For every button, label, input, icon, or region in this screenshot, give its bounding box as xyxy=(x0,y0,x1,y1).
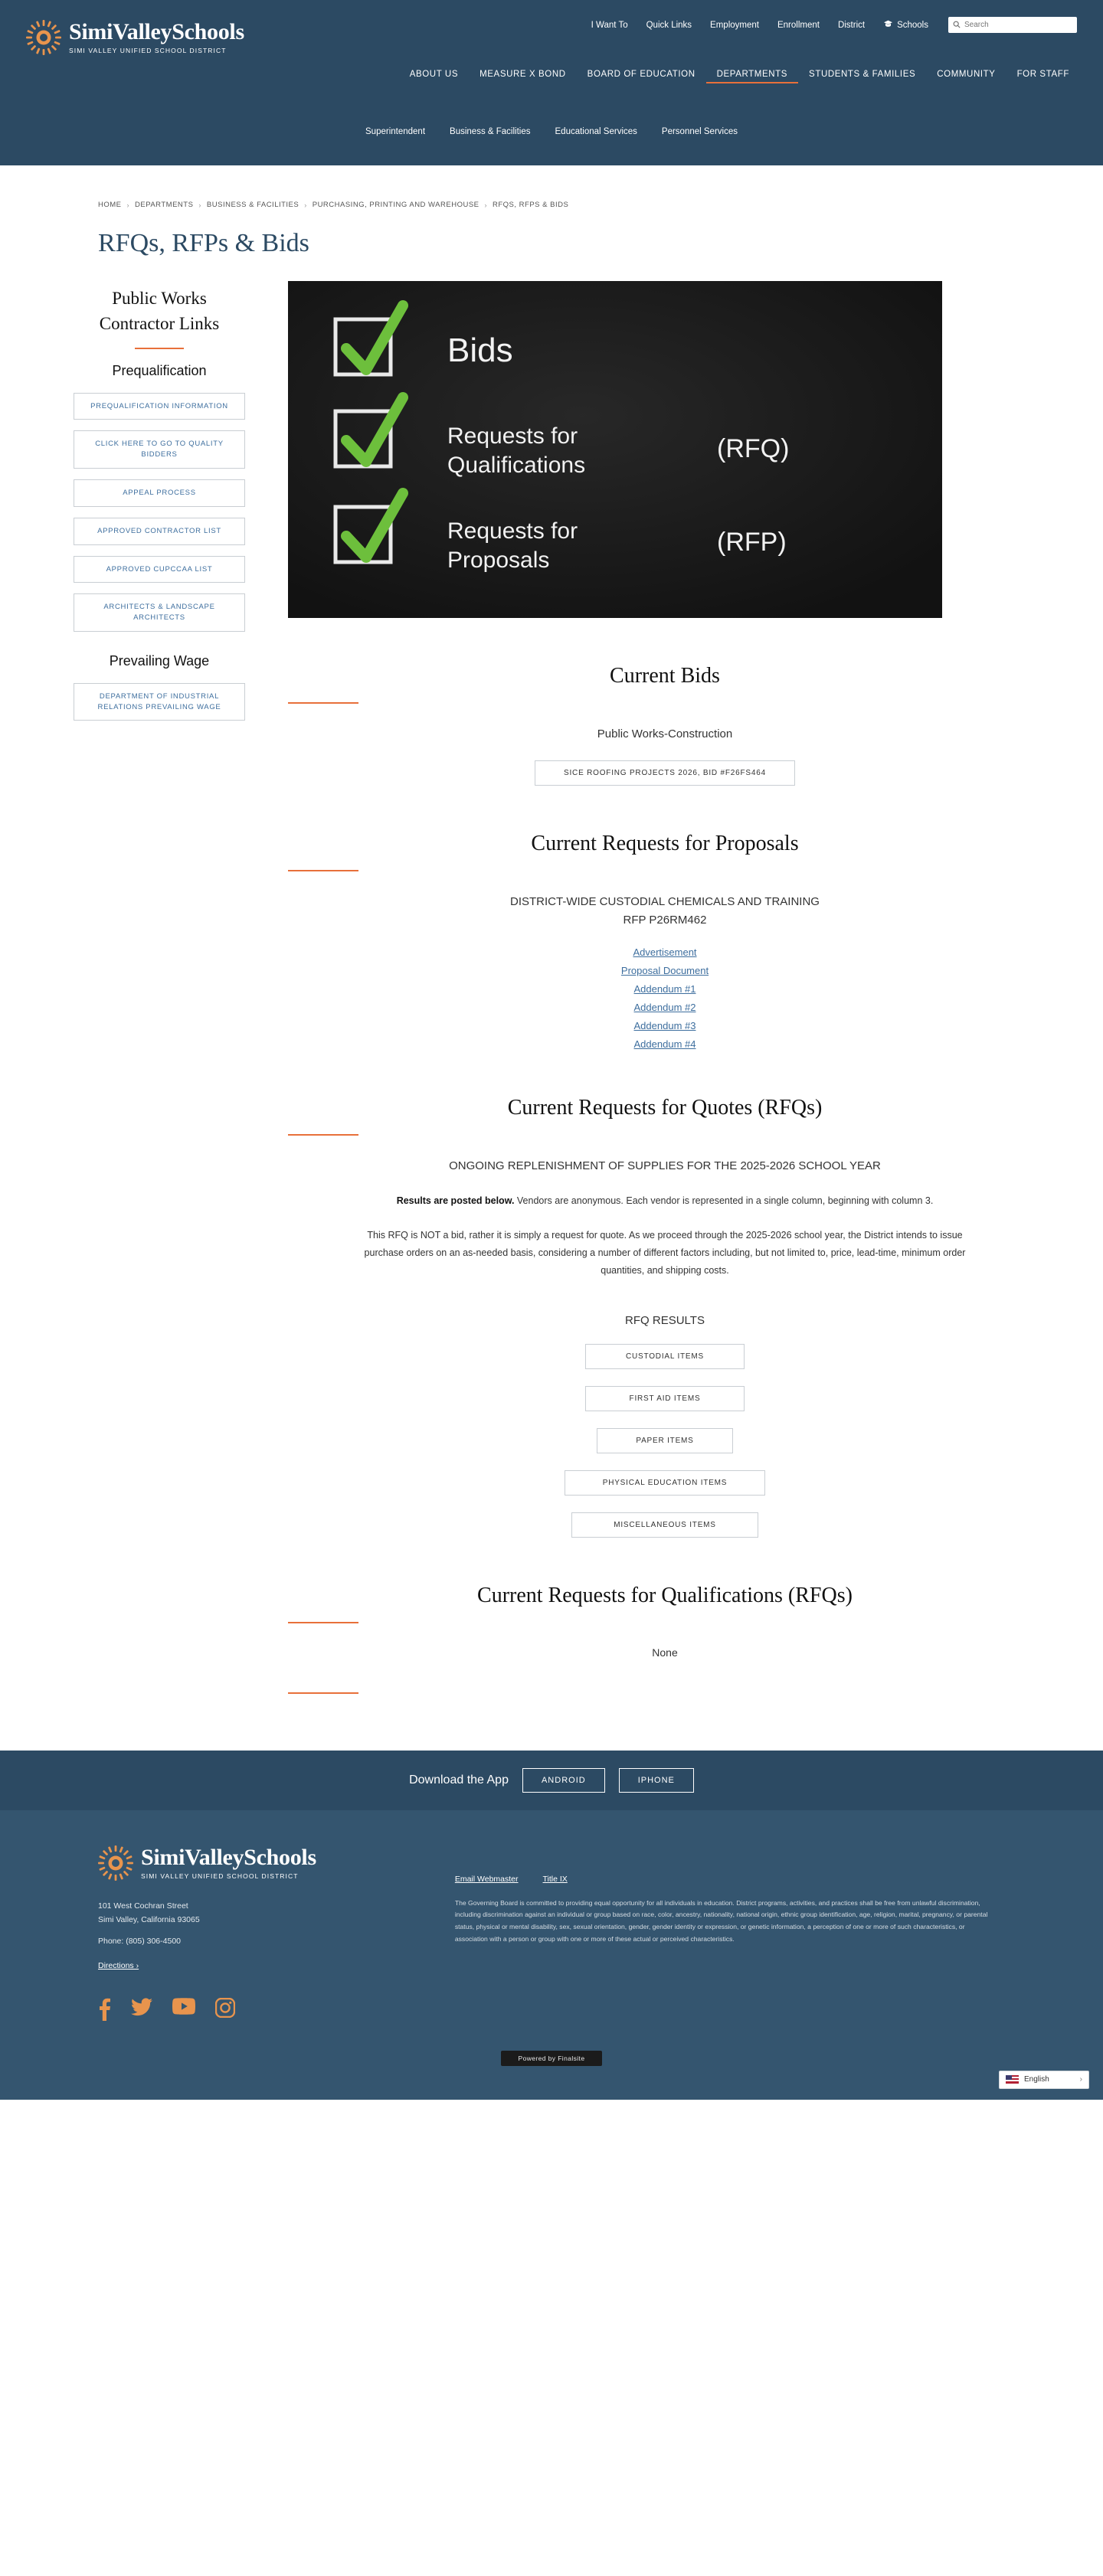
site-logo[interactable] xyxy=(26,20,244,55)
svg-text:Proposals: Proposals xyxy=(447,548,550,573)
nav-departments[interactable]: DEPARTMENTS xyxy=(706,65,798,83)
rfp-doc-addendum-4[interactable]: Addendum #4 xyxy=(633,1038,696,1050)
section-current-rfqualifications xyxy=(288,1584,1042,1694)
title-ix-link[interactable]: Title IX xyxy=(542,1874,568,1884)
section-current-rfqs-quotes xyxy=(288,1096,1042,1538)
footer-left xyxy=(98,1845,455,2025)
phone-number: Phone: (805) 306-4500 xyxy=(98,1937,181,1947)
sub-nav xyxy=(0,123,1103,141)
rfq-paragraph-1-strong: Results are posted below. xyxy=(396,1195,515,1206)
iphone-button[interactable]: IPHONE xyxy=(619,1768,694,1793)
site-header xyxy=(0,0,1103,165)
site-footer xyxy=(0,1810,1103,2100)
section-divider xyxy=(288,1622,358,1623)
rfp-doc-addendum-3[interactable]: Addendum #3 xyxy=(633,1020,696,1031)
sidebar-button-appeal-process[interactable]: APPEAL PROCESS xyxy=(74,479,245,507)
svg-text:Requests for: Requests for xyxy=(447,423,578,449)
rfq-results-title: RFQ RESULTS xyxy=(625,1313,705,1327)
breadcrumb-purchasing[interactable]: PURCHASING, PRINTING AND WAREHOUSE xyxy=(312,201,479,209)
chevron-right-icon: › xyxy=(484,201,487,209)
svg-text:(RFP): (RFP) xyxy=(717,528,787,557)
youtube-icon[interactable] xyxy=(172,1998,195,2025)
search-icon xyxy=(953,18,961,32)
sidebar-button-architects-landscape-architects[interactable]: ARCHITECTS & LANDSCAPE ARCHITECTS xyxy=(74,593,245,632)
nav-for-staff[interactable]: FOR STAFF xyxy=(1016,70,1069,79)
rfq-result-first-aid-items[interactable]: FIRST AID ITEMS xyxy=(585,1386,745,1411)
powered-by-label: Powered by Finalsite xyxy=(518,2054,585,2062)
footer-address xyxy=(98,1899,455,1949)
section-current-rfps xyxy=(288,832,1042,1050)
hero-image xyxy=(288,281,942,618)
chevron-right-icon: › xyxy=(304,201,307,209)
breadcrumb-home[interactable]: HOME xyxy=(98,201,122,209)
current-bids-subheading: Public Works-Construction xyxy=(597,727,733,740)
rfp-doc-addendum-2[interactable]: Addendum #2 xyxy=(633,1002,696,1013)
utility-link-schools[interactable] xyxy=(874,20,938,30)
utility-link-employment[interactable]: Employment xyxy=(710,20,759,30)
rfq-result-paper-items[interactable]: PAPER ITEMS xyxy=(597,1428,733,1453)
sidebar-button-approved-cupccaa-list[interactable]: APPROVED CUPCCAA LIST xyxy=(74,556,245,584)
rfq-paragraph-1 xyxy=(355,1192,975,1210)
search-input[interactable] xyxy=(964,21,1072,29)
sidebar-title xyxy=(74,286,245,337)
main-nav xyxy=(399,65,1080,83)
sun-logo-icon xyxy=(98,1845,133,1881)
current-rfps-documents xyxy=(288,946,1042,1050)
page-title: RFQs, RFPs & Bids xyxy=(98,229,309,257)
address-line-2: Simi Valley, California 93065 xyxy=(98,1914,200,1924)
page-body xyxy=(0,165,1103,1694)
sun-logo-icon xyxy=(26,20,61,55)
svg-text:(RFQ): (RFQ) xyxy=(717,434,790,463)
instagram-icon[interactable] xyxy=(215,1998,235,2025)
breadcrumb-current: RFQS, RFPS & BIDS xyxy=(493,201,569,209)
nav-students-families[interactable]: STUDENTS & FAMILIES xyxy=(809,70,916,79)
email-webmaster-link[interactable]: Email Webmaster xyxy=(454,1874,519,1884)
android-button[interactable]: ANDROID xyxy=(522,1768,605,1793)
language-label: English xyxy=(1024,2075,1049,2084)
rfp-doc-proposal-document[interactable]: Proposal Document xyxy=(620,965,709,976)
footer-links xyxy=(455,1875,1005,1884)
current-bids-button[interactable]: SICE ROOFING PROJECTS 2026, BID #F26FS464 xyxy=(535,760,795,786)
current-rfqs-quotes-heading: Current Requests for Quotes (RFQs) xyxy=(507,1096,823,1120)
sidebar-title-line1: Public Works xyxy=(112,289,207,308)
language-selector[interactable] xyxy=(999,2071,1089,2089)
nav-board-of-education[interactable]: BOARD OF EDUCATION xyxy=(587,70,696,79)
section-divider xyxy=(288,870,358,871)
chevron-right-icon: › xyxy=(126,201,129,209)
utility-link-district[interactable]: District xyxy=(837,20,866,30)
download-app-label: Download the App xyxy=(409,1773,509,1787)
rfq-paragraph-1-rest: Vendors are anonymous. Each vendor is represented in a single column, beginning with column 3. xyxy=(514,1195,934,1206)
current-rfps-subheading-line2: RFP P26RM462 xyxy=(623,914,707,927)
rfq-paragraph-2: This RFQ is NOT a bid, rather it is simply a request for quote. As we proceed through the 2025-2026 school year, the District intends to issue purchase orders on an as-needed basis, considering a number of different factors including, but not limited to, price, lead-time, minimum order quantities, and shipping costs. xyxy=(364,1230,966,1277)
sidebar-button-approved-contractor-list[interactable]: APPROVED CONTRACTOR LIST xyxy=(74,518,245,545)
svg-text:Requests for: Requests for xyxy=(447,518,578,544)
utility-link-schools-label: Schools xyxy=(897,20,928,30)
social-links xyxy=(98,1998,455,2025)
current-rfqualifications-body: None xyxy=(652,1646,678,1659)
sidebar-button-prequalification-information[interactable]: PREQUALIFICATION INFORMATION xyxy=(74,393,245,420)
breadcrumb xyxy=(0,165,1103,209)
rfp-doc-advertisement[interactable]: Advertisement xyxy=(633,946,697,958)
school-icon xyxy=(883,20,893,30)
current-bids-heading: Current Bids xyxy=(610,664,720,688)
footer-logo-subtitle: SIMI VALLEY UNIFIED SCHOOL DISTRICT xyxy=(141,1872,299,1880)
current-rfps-heading: Current Requests for Proposals xyxy=(531,832,799,855)
section-divider xyxy=(288,702,358,704)
current-rfqs-quotes-subheading: ONGOING REPLENISHMENT OF SUPPLIES FOR THE 2025-2026 SCHOOL YEAR xyxy=(449,1159,881,1172)
sidebar-title-line2: Contractor Links xyxy=(99,314,220,334)
download-app-bar xyxy=(0,1751,1103,1810)
facebook-icon[interactable] xyxy=(98,1998,111,2025)
footer-logo[interactable] xyxy=(98,1845,455,1881)
us-flag-icon xyxy=(1006,2075,1019,2084)
footer-legal-text: The Governing Board is committed to providing equal opportunity for all individuals in education. District programs, activities, and practices shall be free from unlawful discrimination, including discrimination against an individual or group based on race, color, ancestry, nationality, national origin, ethnic group identification, age, religion, marital, pregnancy, or parental status, physical or mental disability, sex, sexual orientation, gender, gender identity or expression, or genetic information, a perception of one or more of such characteristics, or association with a person or group with one or more of these actual or perceived characteristics. xyxy=(454,1898,988,1943)
subnav-superintendent[interactable]: Superintendent xyxy=(365,127,426,136)
footer-logo-title: SimiValleySchools xyxy=(141,1844,316,1870)
twitter-icon[interactable] xyxy=(131,1998,152,2025)
nav-measure-x-bond[interactable]: MEASURE X BOND xyxy=(479,70,566,79)
subnav-educational-services[interactable]: Educational Services xyxy=(555,127,637,136)
main-content xyxy=(245,281,1042,1694)
subnav-personnel-services[interactable]: Personnel Services xyxy=(661,127,738,136)
logo-subtitle: SIMI VALLEY UNIFIED SCHOOL DISTRICT xyxy=(69,47,227,54)
chevron-right-icon: › xyxy=(198,201,201,209)
sidebar-divider xyxy=(135,348,184,349)
current-rfps-subheading-line1: DISTRICT-WIDE CUSTODIAL CHEMICALS AND TRAINING xyxy=(510,895,820,908)
sidebar-prequalification-heading: Prequalification xyxy=(112,362,207,378)
breadcrumb-departments[interactable]: DEPARTMENTS xyxy=(135,201,194,209)
search-box[interactable] xyxy=(948,17,1077,33)
current-rfqualifications-heading: Current Requests for Qualifications (RFQs) xyxy=(477,1583,853,1607)
rfq-result-custodial-items[interactable]: CUSTODIAL ITEMS xyxy=(585,1344,745,1369)
section-divider xyxy=(288,1134,358,1136)
utility-link-enrollment[interactable]: Enrollment xyxy=(777,20,820,30)
sidebar-prevailing-wage-heading: Prevailing Wage xyxy=(109,652,210,669)
section-divider-bottom xyxy=(288,1692,358,1694)
address-line-1: 101 West Cochran Street xyxy=(98,1901,188,1911)
subnav-business-facilities[interactable]: Business & Facilities xyxy=(450,127,531,136)
utility-link-i-want-to[interactable]: I Want To xyxy=(591,20,628,30)
current-rfps-subheading xyxy=(288,893,1042,930)
breadcrumb-business-facilities[interactable]: BUSINESS & FACILITIES xyxy=(206,201,299,209)
svg-text:Bids: Bids xyxy=(447,332,513,369)
rfq-result-physical-education-items[interactable]: PHYSICAL EDUCATION ITEMS xyxy=(565,1470,765,1496)
nav-about-us[interactable]: ABOUT US xyxy=(409,70,459,79)
content-area xyxy=(0,258,1103,1694)
powered-by-badge[interactable] xyxy=(501,2051,602,2066)
footer-right xyxy=(455,1845,1005,2025)
rfp-doc-addendum-1[interactable]: Addendum #1 xyxy=(633,983,696,995)
logo-title: SimiValleySchools xyxy=(69,19,244,44)
sidebar-button-quality-bidders[interactable]: CLICK HERE TO GO TO QUALITY BIDDERS xyxy=(74,430,245,469)
utility-nav xyxy=(582,17,1077,33)
directions-link[interactable]: Directions › xyxy=(98,1960,139,1970)
utility-link-quick-links[interactable]: Quick Links xyxy=(646,20,692,30)
section-current-bids xyxy=(288,664,1042,786)
chevron-right-icon: › xyxy=(1079,2075,1082,2084)
nav-community[interactable]: COMMUNITY xyxy=(937,70,996,79)
svg-text:Qualifications: Qualifications xyxy=(447,453,586,478)
rfq-result-miscellaneous-items[interactable]: MISCELLANEOUS ITEMS xyxy=(571,1512,758,1538)
sidebar xyxy=(0,281,245,1694)
sidebar-button-dir-prevailing-wage[interactable]: DEPARTMENT OF INDUSTRIAL RELATIONS PREVAILING WAGE xyxy=(74,683,245,721)
